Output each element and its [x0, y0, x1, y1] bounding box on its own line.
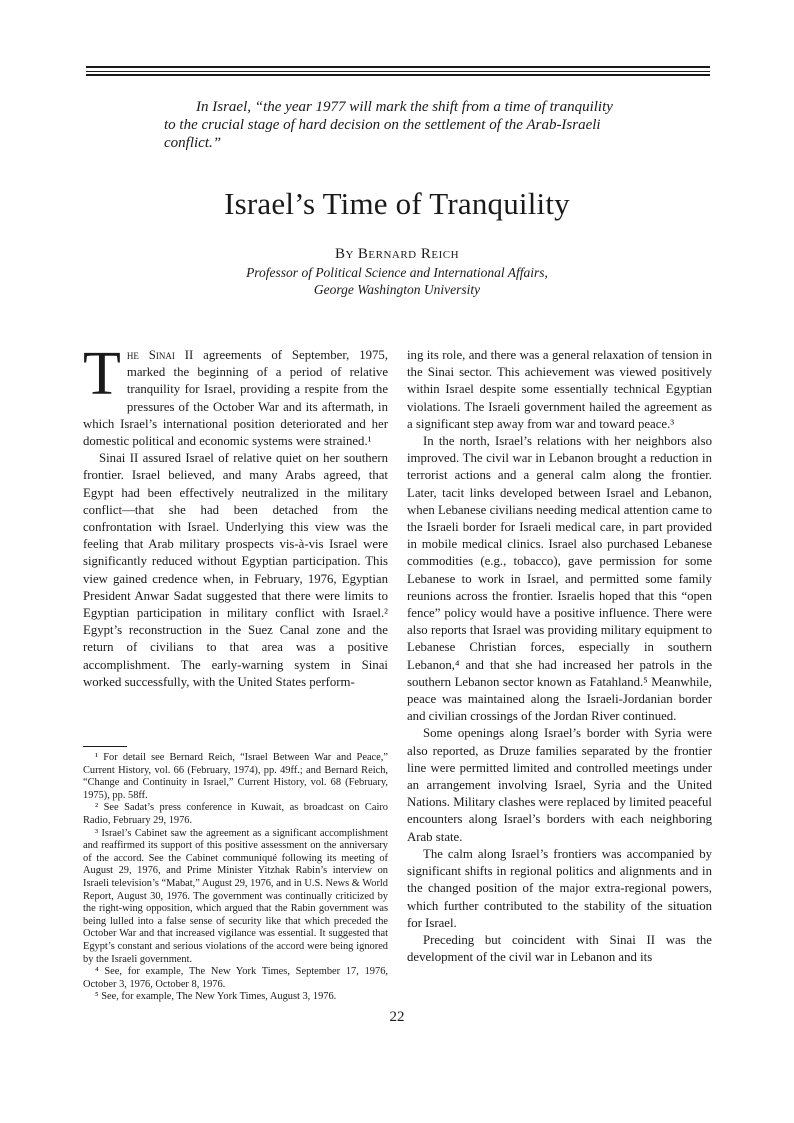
footnotes — [83, 752, 388, 1004]
byline-prefix: By — [334, 246, 354, 262]
body-paragraph: Some openings along Israel’s border with Syria were also reported, as Druze families separated by the frontier line were permitted limited and controlled meetings under an arrangement involving Israel, Syria and the United Nations. Military clashes were replaced by limited peaceful encounters along Israel’s borders with each neighboring Arab state. — [407, 726, 712, 844]
page-number: 22 — [389, 1009, 405, 1025]
footnote: ² See Sadat’s press conference in Kuwait, as broadcast on Cairo Radio, February 29, 1976. — [83, 802, 388, 826]
drop-cap: T — [83, 340, 121, 408]
body-column-right — [407, 347, 712, 966]
header-rule — [86, 66, 710, 68]
body-paragraph: ing its role, and there was a general relaxation of tension in the Sinai sector. This achievement was viewed positively within Israel despite some essentially technical Egyptian violations. The Israeli government hailed the agreement as a significant step away from war and toward peace.³ — [407, 348, 712, 431]
epigraph-line: to the crucial stage of hard decision on the settlement of the Arab-Israeli conflict.” — [164, 117, 601, 151]
body-column-left — [83, 340, 388, 691]
footnote-rule — [83, 746, 127, 747]
byline — [0, 246, 794, 263]
epigraph-line: In Israel, “the year 1977 will mark the shift from a time of tranquility — [196, 99, 613, 115]
affiliation-line: George Washington University — [313, 282, 481, 297]
paragraph-text: II agreements of September, 1975, marked the beginning of a period of relative tranquility for Israel, providing a respite from the pressures of the October War and its aftermath, in which Israel’s international position deteriorated and her domestic political and economic systems were strained.¹ — [83, 348, 388, 449]
header-rule — [86, 74, 710, 76]
body-paragraph: The calm along Israel’s frontiers was accompanied by significant shifts in regional politics and alignments and in the changed position of the major extra-regional powers, which further contributed to the stability of the situation for Israel. — [407, 846, 712, 930]
footnote: ⁴ See, for example, The New York Times, September 17, 1976, October 3, 1976, October 8, 1976. — [83, 966, 388, 990]
author-name: Bernard Reich — [357, 246, 460, 262]
footnote: ⁵ See, for example, The New York Times, August 3, 1976. — [95, 991, 337, 1003]
body-paragraph: In the north, Israel’s relations with her neighbors also improved. The civil war in Lebanon brought a reduction in terrorist actions and a general calm along the frontier. Later, tacit links developed between Israel and Lebanon, when Lebanese civilians needing medical attention came to the Israeli border for Israeli medical care, in part provided in mobile medical clinics. Israel also purchased Lebanese commodities (e.g., tobacco), gave permission for some Lebanese to work in Israel, and permitted some family reunions across the frontier. Israelis hoped that this “open fence” policy would have a positive influence. There were also reports that Israel was providing military equipment to Lebanese Christian forces, especially in southern Lebanon,⁴ and that she had increased her patrols in the southern Lebanon sector known as Fatahland.⁵ Meanwhile, peace was maintained along the Israeli-Jordanian border and civilian crossings of the Jordan River continued. — [407, 434, 712, 724]
epigraph — [164, 98, 644, 152]
footnote: ³ Israel’s Cabinet saw the agreement as a significant accomplishment and reaffirmed its support of this positive assessment on the anniversary of the accord. See the Cabinet communiqué following its meeting of August 29, 1976, and Prime Minister Yitzhak Rabin’s interview on Israeli television’s “Mabat,” August 29, 1976, and in U.S. News & World Report, August 30, 1976. The government was continually criticized by the right-wing opposition, which argued that the Rabin government was being lulled into a false sense of security like that which preceded the October War and that increased vigilance was essential. It suggested that Egypt’s constant and serious violations of the accord were being ignored by the Israeli government. — [83, 827, 388, 965]
body-paragraph: Preceding but coincident with Sinai II was the development of the civil war in Lebanon and its — [407, 932, 712, 965]
author-affiliation — [0, 264, 794, 298]
body-paragraph — [83, 340, 388, 450]
lead-in: he Sinai — [126, 348, 175, 362]
footnote: ¹ For detail see Bernard Reich, “Israel Between War and Peace,” Current History, vol. 66 (February, 1974), pp. 49ff.; and Bernard Reich, “Change and Continuity in Israel,” Current History, vol. 68 (February, 1975), pp. 58ff. — [83, 752, 388, 801]
article-title: Israel’s Time of Tranquility — [224, 186, 570, 221]
header-rule — [86, 71, 710, 72]
affiliation-line: Professor of Political Science and International Affairs, — [246, 265, 548, 280]
body-paragraph: Sinai II assured Israel of relative quiet on her southern frontier. Israel believed, and many Arabs agreed, that Egypt had been effectively neutralized in the military conflict—that she had been detached from the confrontation with Israel. Underlying this view was the feeling that Arab military prospects vis-à-vis Israel were significantly reduced without Egyptian participation. This view gained credence when, in February, 1976, Egyptian President Anwar Sadat suggested that there were limits to Egyptian participation in military conflict with Israel.² Egypt’s reconstruction in the Suez Canal zone and the return of civilians to that area was a positive accomplishment. The early-warning system in Sinai worked successfully, with the United States perform- — [83, 451, 388, 689]
